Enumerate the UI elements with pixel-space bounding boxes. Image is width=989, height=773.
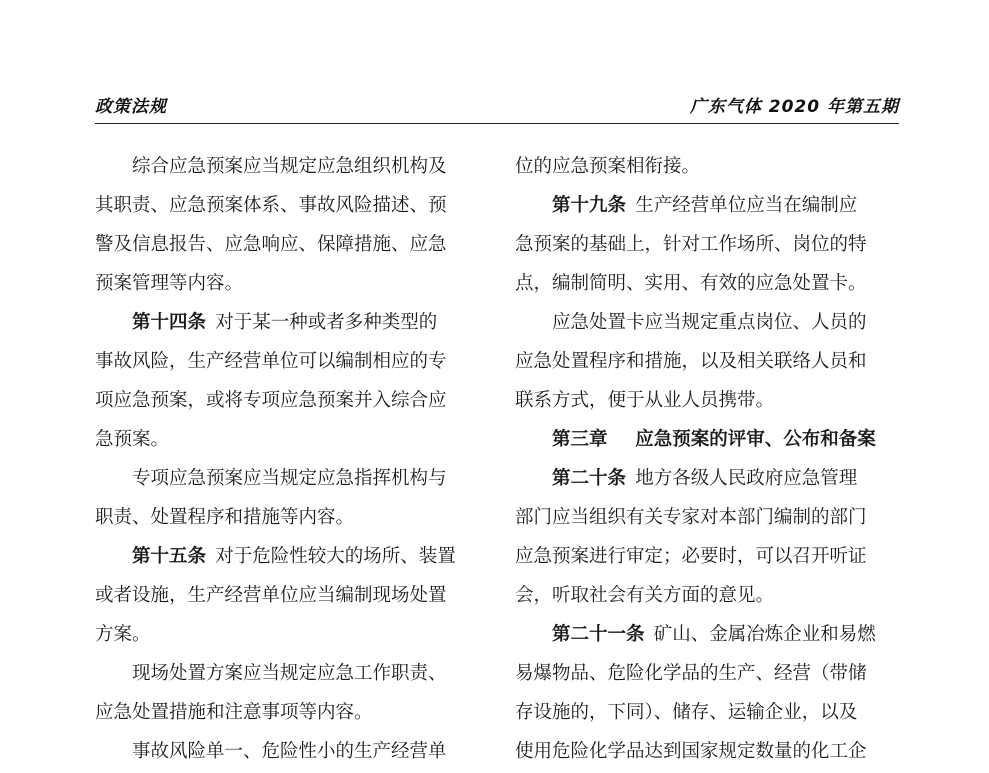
text-line — [95, 615, 477, 654]
line-text: 生产经营单位应当在编制应 — [635, 195, 858, 216]
text-line — [515, 420, 899, 459]
text-line — [515, 303, 899, 342]
text-line — [95, 693, 477, 732]
text-line — [515, 342, 899, 381]
text-line — [515, 693, 899, 732]
journal-issue: 广东气体 2020 年第五期 — [689, 97, 899, 117]
text-line — [515, 147, 899, 186]
line-text: 急预案的基础上，针对工作场所、岗位的特 — [515, 234, 867, 255]
text-line — [515, 537, 899, 576]
line-text: 应急处置措施和注意事项等内容。 — [95, 702, 373, 723]
text-line — [95, 264, 477, 303]
line-text: 会，听取社会有关方面的意见。 — [515, 585, 775, 606]
line-text: 其职责、应急预案体系、事故风险描述、预 — [95, 195, 447, 216]
running-header — [95, 92, 899, 122]
text-line — [515, 264, 899, 303]
text-line — [95, 420, 477, 459]
text-line — [95, 654, 477, 693]
text-line — [95, 498, 477, 537]
line-text: 位的应急预案相衔接。 — [515, 156, 701, 177]
text-line — [515, 381, 899, 420]
text-line — [515, 498, 899, 537]
text-line — [95, 147, 477, 186]
line-text: 部门应当组织有关专家对本部门编制的部门 — [515, 507, 867, 528]
line-text: 或者设施，生产经营单位应当编制现场处置 — [95, 585, 447, 606]
line-text: 使用危险化学品达到国家规定数量的化工企 — [515, 741, 867, 762]
line-text: 点，编制简明、实用、有效的应急处置卡。 — [515, 273, 867, 294]
line-text: 事故风险，生产经营单位可以编制相应的专 — [95, 351, 447, 372]
chapter-number: 第三章 — [552, 429, 608, 450]
line-text: 应急处置程序和措施，以及相关联络人员和 — [515, 351, 867, 372]
article-number: 第二十条 — [552, 468, 627, 489]
text-line — [95, 342, 477, 381]
line-text: 存设施的，下同）、储存、运输企业，以及 — [515, 702, 858, 723]
line-text: 警及信息报告、应急响应、保障措施、应急 — [95, 234, 447, 255]
line-text: 预案管理等内容。 — [95, 273, 244, 294]
line-text: 职责、处置程序和措施等内容。 — [95, 507, 355, 528]
line-text: 矿山、金属冶炼企业和易燃 — [653, 624, 876, 645]
text-line — [515, 186, 899, 225]
text-line — [95, 732, 477, 771]
line-text: 易爆物品、危险化学品的生产、经营（带储 — [515, 663, 867, 684]
line-text: 急预案。 — [95, 429, 170, 450]
text-line — [95, 381, 477, 420]
line-text: 事故风险单一、危险性小的生产经营单 — [132, 741, 447, 762]
line-text: 对于危险性较大的场所、装置 — [215, 546, 456, 567]
line-text: 对于某一种或者多种类型的 — [215, 312, 438, 333]
line-text: 现场处置方案应当规定应急工作职责、 — [132, 663, 447, 684]
text-line — [515, 459, 899, 498]
text-line — [95, 186, 477, 225]
line-text: 项应急预案，或将专项应急预案并入综合应 — [95, 390, 447, 411]
line-text: 地方各级人民政府应急管理 — [635, 468, 858, 489]
line-text: 应急处置卡应当规定重点岗位、人员的 — [552, 312, 867, 333]
text-line — [95, 303, 477, 342]
text-line — [95, 537, 477, 576]
line-text: 综合应急预案应当规定应急组织机构及 — [132, 156, 447, 177]
text-line — [515, 732, 899, 771]
article-number: 第二十一条 — [552, 624, 645, 645]
text-line — [515, 225, 899, 264]
text-line — [515, 576, 899, 615]
text-line — [95, 225, 477, 264]
line-text: 方案。 — [95, 624, 151, 645]
line-text: 应急预案进行审定；必要时，可以召开听证 — [515, 546, 867, 567]
text-line — [515, 654, 899, 693]
chapter-title: 应急预案的评审、公布和备案 — [635, 429, 876, 450]
text-line — [95, 459, 477, 498]
line-text: 专项应急预案应当规定应急指挥机构与 — [132, 468, 447, 489]
left-column — [95, 147, 477, 771]
article-number: 第十五条 — [132, 546, 207, 567]
text-line — [95, 576, 477, 615]
text-line — [515, 615, 899, 654]
section-title: 政策法规 — [95, 97, 167, 117]
right-column — [515, 147, 899, 771]
header-rule — [95, 123, 899, 124]
article-number: 第十九条 — [552, 195, 627, 216]
line-text: 联系方式，便于从业人员携带。 — [515, 390, 775, 411]
article-number: 第十四条 — [132, 312, 207, 333]
